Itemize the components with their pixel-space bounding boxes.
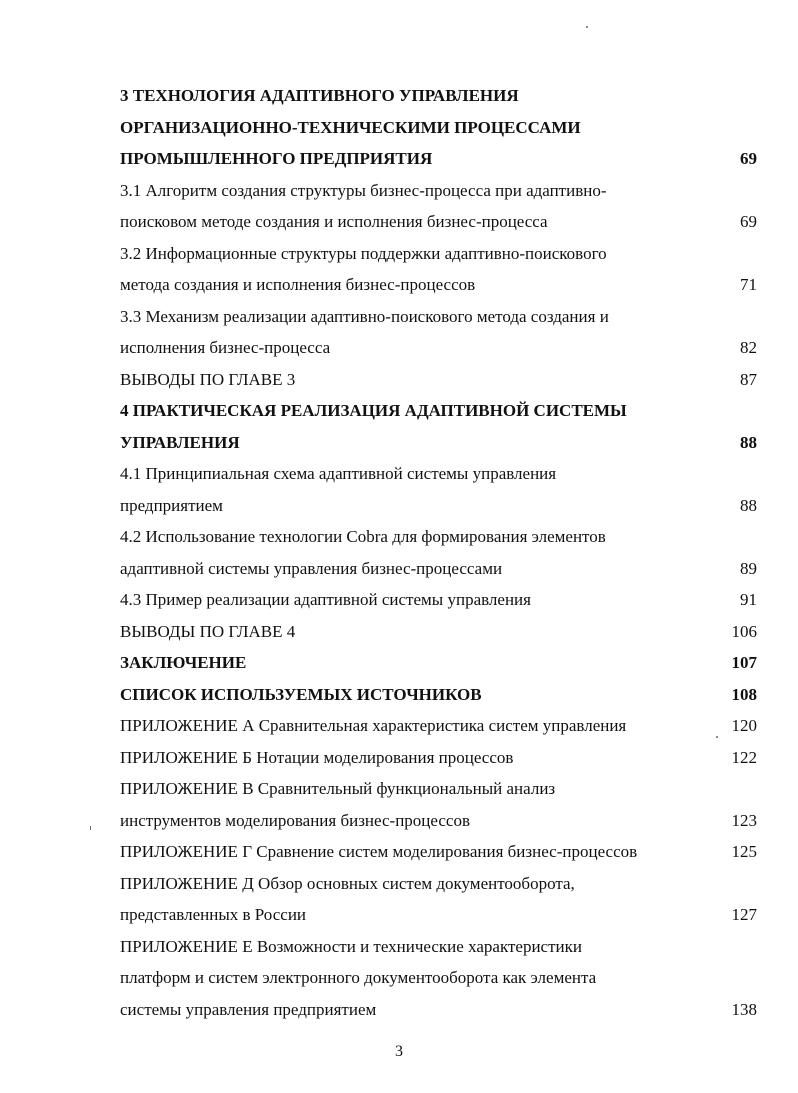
toc-entry-page: 82 bbox=[740, 338, 757, 357]
toc-entry bbox=[120, 616, 760, 648]
toc-entry bbox=[120, 931, 760, 1026]
toc-entry-title-line: 3.3 Механизм реализации адаптивно-поискового метода создания и bbox=[120, 306, 609, 326]
toc-entry bbox=[120, 364, 760, 396]
toc-entry-page: 69 bbox=[740, 149, 757, 168]
toc-entry bbox=[120, 238, 760, 301]
toc-entry-title-line: инструментов моделирования бизнес-процессов bbox=[120, 810, 470, 830]
toc-entry-title-line: ЗАКЛЮЧЕНИЕ bbox=[120, 653, 247, 672]
toc-entry-title-line: 4.2 Использование технологии Cobra для формирования элементов bbox=[120, 527, 606, 546]
table-of-contents bbox=[120, 80, 760, 1025]
toc-entry-title-line: ОРГАНИЗАЦИОННО-ТЕХНИЧЕСКИМИ ПРОЦЕССАМИ bbox=[120, 117, 581, 137]
toc-entry-title-line: ПРИЛОЖЕНИЕ В Сравнительный функциональный анализ bbox=[120, 779, 556, 798]
toc-entry-title-line: ПРИЛОЖЕНИЕ Д Обзор основных систем документооборота, bbox=[120, 873, 575, 893]
toc-entry-title-line: ПРИЛОЖЕНИЕ Б Нотации моделирования процессов bbox=[120, 747, 514, 767]
toc-entry-page: 127 bbox=[731, 905, 757, 924]
toc-entry-page: 88 bbox=[740, 495, 757, 515]
toc-entry-title-line: ПРИЛОЖЕНИЕ Г Сравнение систем моделирования бизнес-процессов bbox=[120, 842, 638, 861]
toc-entry-title-line: адаптивной системы управления бизнес-процессами bbox=[120, 558, 503, 578]
toc-entry bbox=[120, 395, 760, 458]
toc-entry-page: 108 bbox=[731, 684, 757, 704]
toc-entry bbox=[120, 868, 760, 931]
toc-entry-title-line: 3 ТЕХНОЛОГИЯ АДАПТИВНОГО УПРАВЛЕНИЯ bbox=[120, 86, 519, 105]
toc-entry-title-line: ПРИЛОЖЕНИЕ А Сравнительная характеристика систем управления bbox=[120, 716, 627, 735]
toc-entry-title-line: поисковом методе создания и исполнения бизнес-процесса bbox=[120, 212, 548, 231]
toc-entry-title-line: УПРАВЛЕНИЯ bbox=[120, 432, 240, 452]
toc-entry-page: 123 bbox=[731, 810, 757, 830]
toc-entry-page: 138 bbox=[731, 999, 757, 1019]
toc-entry bbox=[120, 773, 760, 836]
toc-entry-title-line: системы управления предприятием bbox=[120, 999, 377, 1019]
toc-entry-title-line: метода создания и исполнения бизнес-процессов bbox=[120, 275, 476, 294]
toc-entry-title-line: 3.2 Информационные структуры поддержки адаптивно-поискового bbox=[120, 243, 607, 263]
toc-entry-title-line: ПРИЛОЖЕНИЕ Е Возможности и технические характеристики bbox=[120, 936, 582, 956]
toc-entry-title-line: 4.3 Пример реализации адаптивной системы управления bbox=[120, 590, 531, 609]
toc-entry-title-line: ВЫВОДЫ ПО ГЛАВЕ 4 bbox=[120, 621, 296, 641]
toc-entry-title-line: предприятием bbox=[120, 495, 223, 515]
toc-entry-page: 106 bbox=[731, 621, 757, 641]
toc-entry-title-line: 4 ПРАКТИЧЕСКАЯ РЕАЛИЗАЦИЯ АДАПТИВНОЙ СИСТЕМЫ bbox=[120, 401, 627, 420]
toc-entry bbox=[120, 80, 760, 175]
toc-entry bbox=[120, 521, 760, 584]
toc-entry-page: 122 bbox=[731, 747, 757, 767]
toc-entry-page: 69 bbox=[740, 212, 757, 231]
toc-entry-page: 88 bbox=[740, 432, 757, 452]
toc-entry bbox=[120, 647, 760, 679]
toc-entry bbox=[120, 584, 760, 616]
toc-entry bbox=[120, 836, 760, 868]
toc-entry-title-line: 4.1 Принципиальная схема адаптивной системы управления bbox=[120, 464, 557, 483]
toc-entry-page: 91 bbox=[740, 590, 757, 609]
toc-entry bbox=[120, 710, 760, 742]
toc-entry-page: 120 bbox=[731, 716, 757, 735]
toc-entry-page: 107 bbox=[731, 653, 757, 672]
toc-entry-title-line: 3.1 Алгоритм создания структуры бизнес-процесса при адаптивно- bbox=[120, 180, 607, 200]
toc-entry-page: 71 bbox=[740, 275, 757, 294]
toc-entry bbox=[120, 175, 760, 238]
scan-speck bbox=[90, 826, 91, 830]
toc-entry-title-line: представленных в России bbox=[120, 905, 307, 924]
toc-entry-title-line: платформ и систем электронного документооборота как элемента bbox=[120, 968, 597, 987]
toc-entry bbox=[120, 458, 760, 521]
toc-entry bbox=[120, 301, 760, 364]
toc-entry-page: 125 bbox=[731, 842, 757, 861]
toc-entry bbox=[120, 679, 760, 711]
scan-speck bbox=[586, 26, 588, 28]
toc-entry-title-line: исполнения бизнес-процесса bbox=[120, 338, 331, 357]
toc-entry-page: 87 bbox=[740, 369, 757, 389]
scan-speck bbox=[716, 736, 718, 738]
page-number: 3 bbox=[395, 1043, 403, 1060]
toc-entry-title-line: ПРОМЫШЛЕННОГО ПРЕДПРИЯТИЯ bbox=[120, 149, 433, 168]
toc-entry-title-line: СПИСОК ИСПОЛЬЗУЕМЫХ ИСТОЧНИКОВ bbox=[120, 684, 482, 704]
toc-entry-page: 89 bbox=[740, 558, 757, 578]
toc-entry bbox=[120, 742, 760, 774]
toc-entry-title-line: ВЫВОДЫ ПО ГЛАВЕ 3 bbox=[120, 369, 296, 389]
